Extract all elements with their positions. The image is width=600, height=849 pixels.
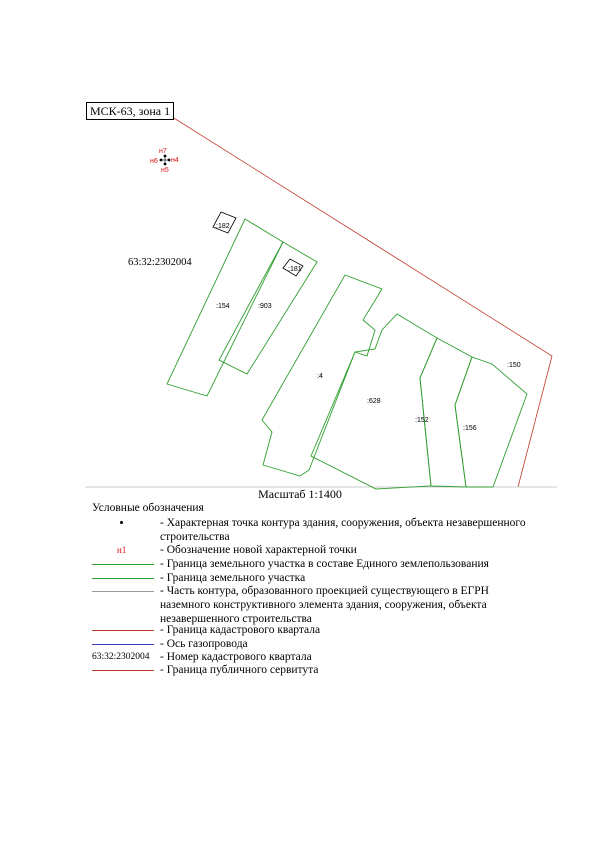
parcel-156-outline [455, 357, 527, 487]
gray-line-icon [92, 584, 154, 598]
point-icon [92, 516, 154, 530]
map-scale: Масштаб 1:1400 [258, 487, 342, 501]
parcel-label-628: :628 [367, 398, 381, 405]
quarter-number-symbol: 63:32:2302004 [92, 652, 150, 662]
quarter-boundary-line [150, 103, 552, 487]
point-label-left: н6 [150, 158, 158, 165]
legend-item-text: - Граница земельного участка в составе Единого землепользования [160, 558, 489, 570]
legend-item-point [92, 516, 542, 544]
parcel-label-182: :182 [216, 223, 230, 230]
green-line-icon [92, 571, 154, 585]
legend-item-building-contour [92, 584, 542, 626]
red-line-icon [92, 623, 154, 637]
point-label-right: н4 [171, 157, 179, 164]
parcel-label-181: :181 [288, 266, 302, 273]
parcel-label-4: :4 [317, 373, 323, 380]
red-line-icon [92, 663, 154, 677]
legend-item-text: - Характерная точка контура здания, сооружения, объекта незавершенного строительства [160, 517, 526, 543]
legend-title: Условные обозначения [92, 502, 204, 514]
legend-item-text: - Граница публичного сервитута [160, 664, 319, 676]
point-label-bottom: н5 [161, 167, 169, 174]
parcel-label-152: :152 [415, 417, 429, 424]
legend-item-text: - Граница кадастрового квартала [160, 624, 321, 636]
blue-line-icon [92, 637, 154, 651]
parcel-152-outline [420, 338, 472, 487]
new-points-cluster [160, 155, 171, 166]
legend-item-text: - Обозначение новой характерной точки [160, 544, 357, 556]
parcel-label-154: :154 [216, 303, 230, 310]
coordinate-system-label: МСК-63, зона 1 [86, 102, 174, 120]
green-line-icon [92, 557, 154, 571]
parcel-label-156: :156 [463, 425, 477, 432]
legend-item-text: - Номер кадастрового квартала [160, 651, 312, 663]
new-point-symbol: н1 [117, 545, 127, 555]
quarter-number-label: 63:32:2302004 [128, 257, 192, 268]
point-label-top: н7 [159, 148, 167, 155]
legend-item-text: - Граница земельного участка [160, 572, 306, 584]
legend-item-text: - Ось газопровода [160, 638, 248, 650]
parcel-label-150: :150 [507, 362, 521, 369]
legend-item-text: - Часть контура, образованного проекцией существующего в ЕГРН наземного конструктивного элемента здания, сооружения, объекта незавершенного строительства [160, 585, 489, 625]
parcel-label-903: :903 [258, 303, 272, 310]
